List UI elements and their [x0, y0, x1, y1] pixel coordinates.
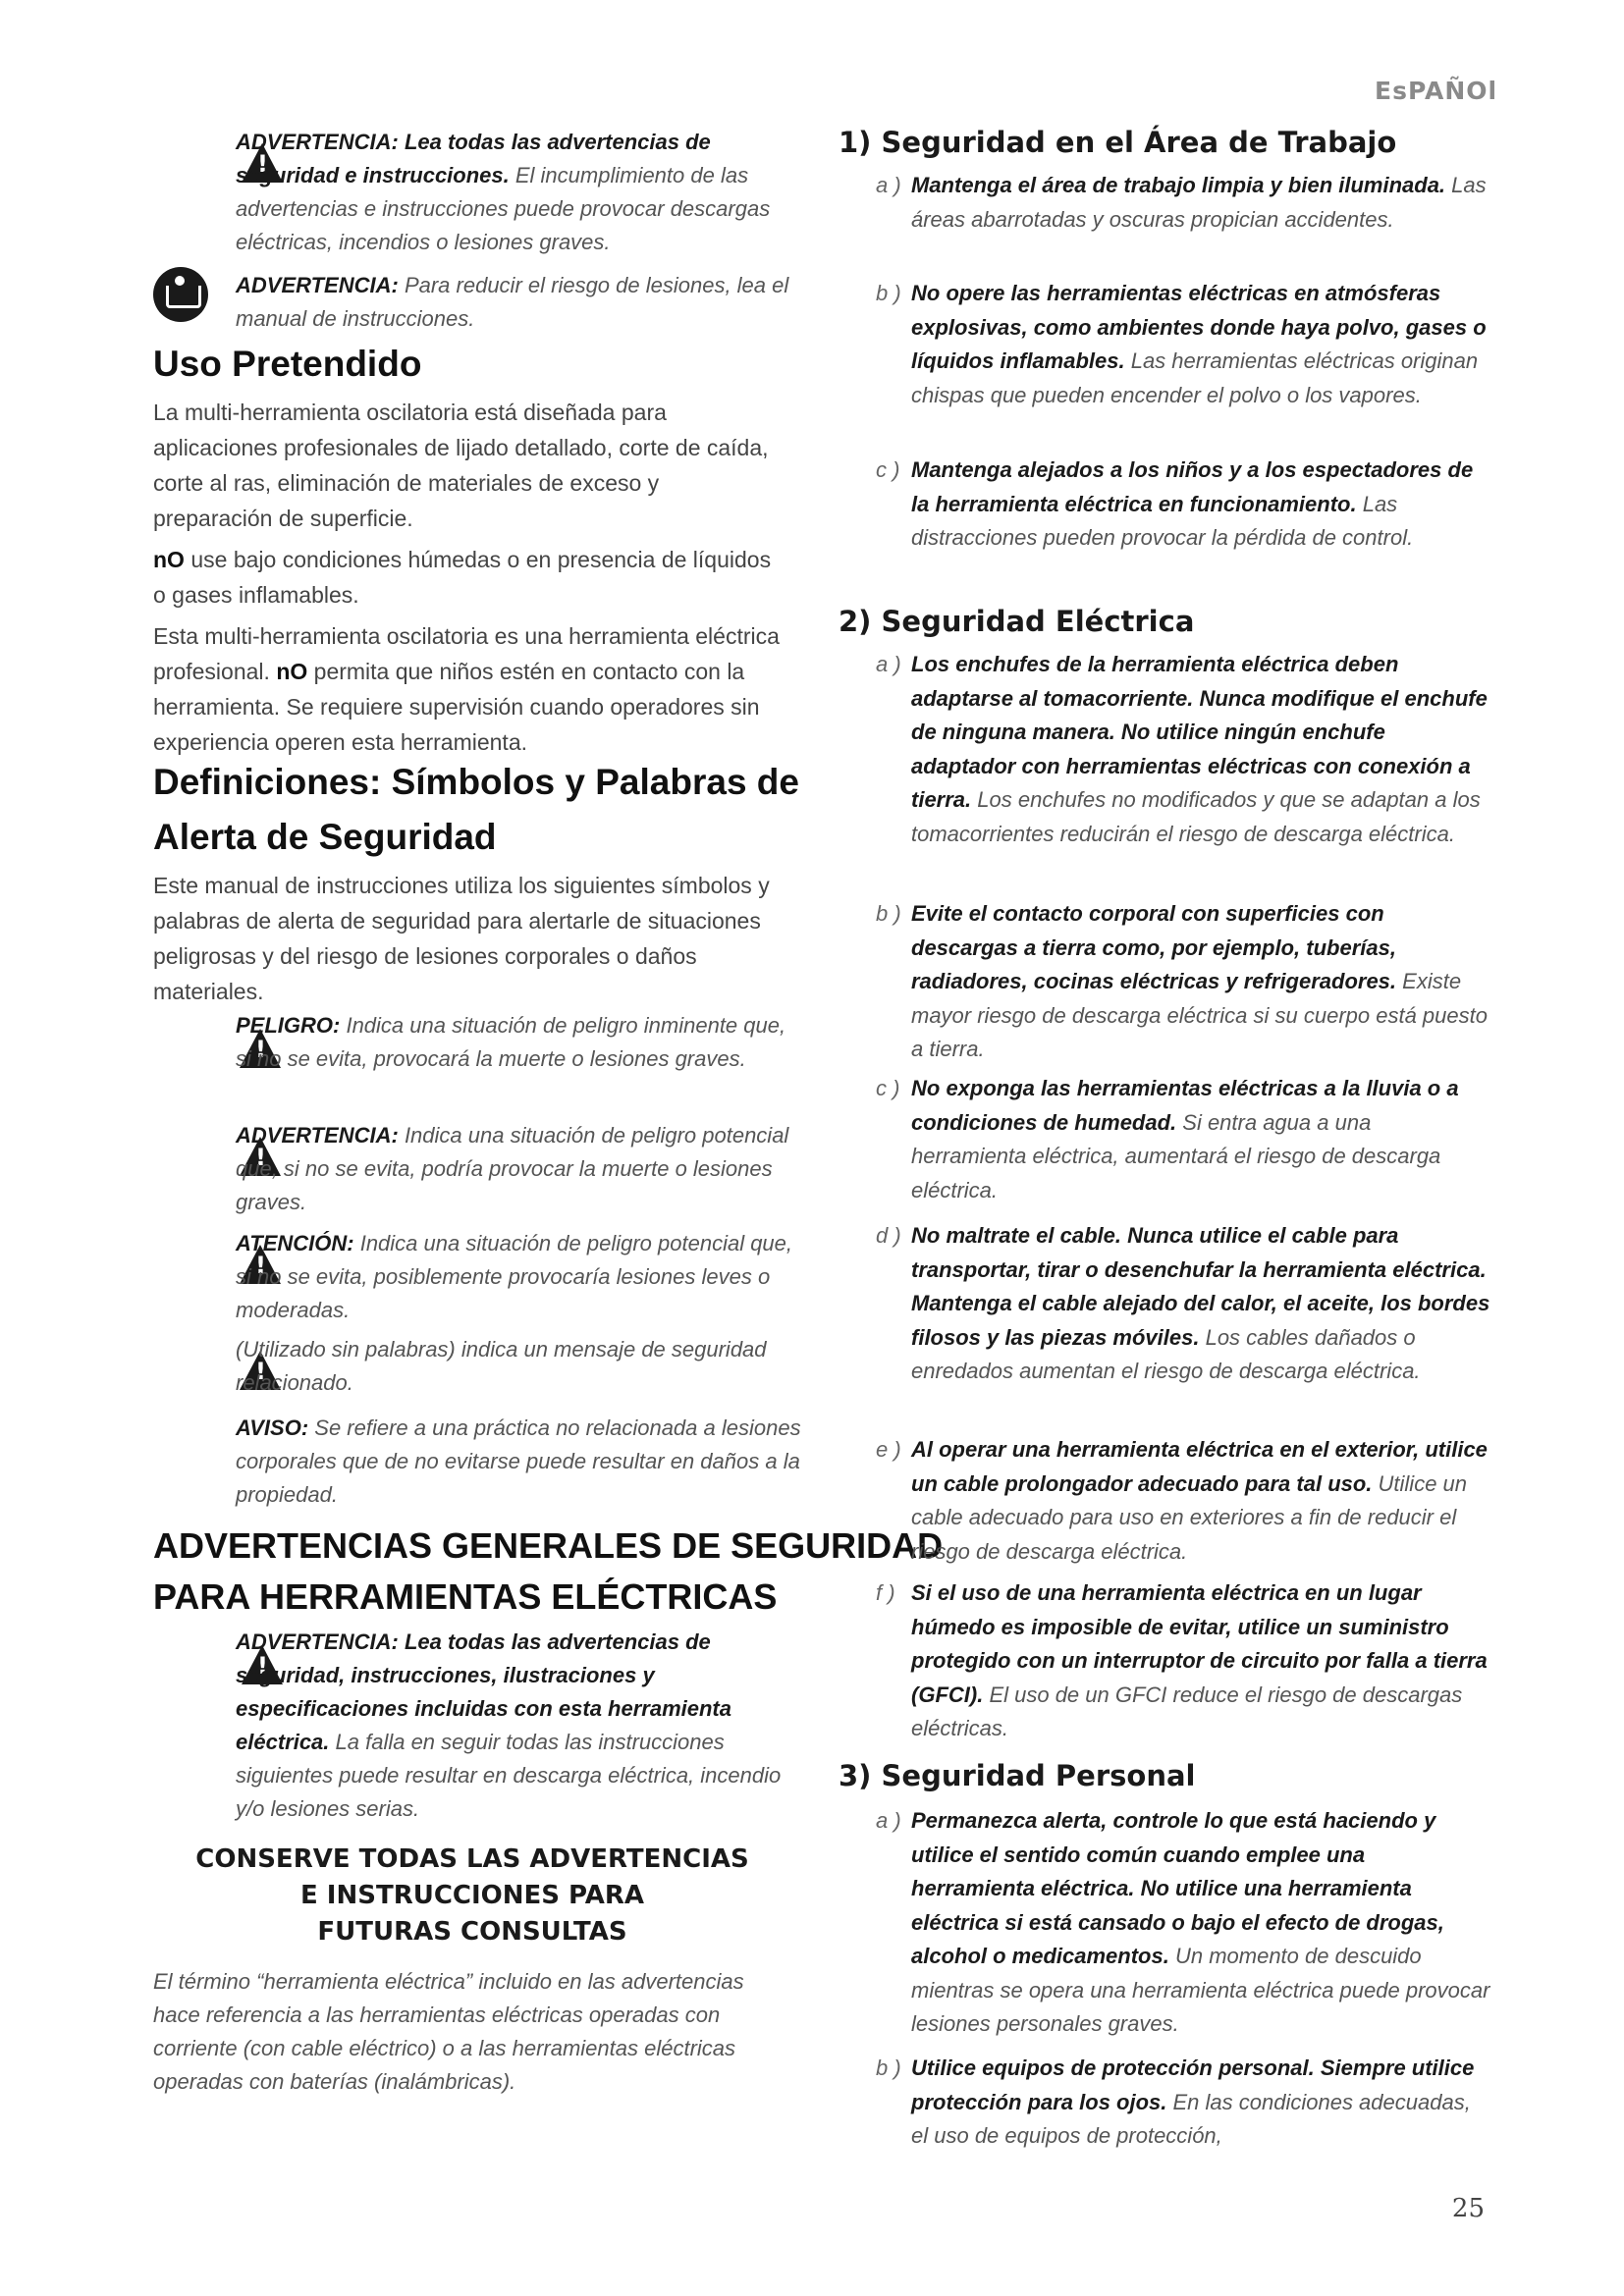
item-text: Utilice un cable adecuado para uso en exteriores a fin de reducir el riesgo de descarga eléctrica. [911, 1470, 1468, 1564]
definition-notice-lead: AVISO: [236, 1415, 309, 1440]
intended-use-paragraph-3 [153, 618, 782, 760]
definition-warning [236, 1119, 805, 1219]
intended-use-paragraph-1: La multi-herramienta oscilatoria está diseñada para aplicaciones profesionales de lijado detallado, corte de caída, corte al ras, eliminación de materiales de exceso y preparación de superficie. [153, 400, 769, 531]
item-marker: a ) [876, 173, 901, 197]
item-lead: Utilice equipos de protección personal. Siempre utilice protección para los ojos. [911, 2056, 1475, 2114]
intended-use-paragraph-2 [153, 542, 782, 613]
definition-safety-alert-text: (Utilizado sin palabras) indica un mensaje de seguridad relacionado. [236, 1337, 767, 1395]
definition-warning-lead: ADVERTENCIA: [236, 1123, 399, 1148]
item-text: Si entra agua a una herramienta eléctrica, aumentará el riesgo de descarga eléctrica. [911, 1109, 1441, 1202]
item-lead: No exponga las herramientas eléctricas a la lluvia o a condiciones de humedad. [911, 1076, 1459, 1135]
item-lead: Evite el contacto corporal con superficies con descargas a tierra como, por ejemplo, tuberías, radiadores, cocinas eléctricas y refrigeradores. [911, 901, 1397, 993]
top-warning-2-text: Para reducir el riesgo de lesiones, lea el manual de instrucciones. [236, 273, 789, 331]
item-marker: a ) [876, 1808, 901, 1833]
definition-caution-text: Indica una situación de peligro potencial que, si no se evita, posiblemente provocaría lesiones leves o moderadas. [236, 1231, 793, 1322]
definition-caution [236, 1227, 805, 1327]
item-marker: b ) [876, 901, 901, 926]
definition-notice [236, 1412, 805, 1512]
item-text: Un momento de descuido mientras se opera una herramienta eléctrica puede provocar lesiones personales graves. [911, 1944, 1490, 2036]
intended-use-heading: Uso Pretendido [153, 344, 422, 384]
item-marker: b ) [876, 281, 901, 305]
not-keyword-2: nO [276, 659, 308, 684]
item-lead: Al operar una herramienta eléctrica en el exterior, utilice un cable prolongador adecuado para tal uso. [911, 1437, 1488, 1496]
conserve-line-2: E INSTRUCCIONES PARA [299, 1881, 644, 1910]
definition-safety-alert [236, 1333, 805, 1400]
item-lead: Permanezca alerta, controle lo que está haciendo y utilice el sentido común cuando emplee una herramienta eléctrica. No utilice una herramienta eléctrica si está cansado o bajo el efecto de drogas, alcohol o medicamentos. [911, 1808, 1444, 1968]
section-3-item-a [876, 1804, 1490, 2042]
item-lead: Mantenga el área de trabajo limpia y bien iluminada. [911, 173, 1446, 197]
general-warning-lead: ADVERTENCIA: Lea todas las advertencias de seguridad, instrucciones, ilustraciones y especificaciones incluidas con esta herramienta eléctrica. [236, 1629, 731, 1754]
not-keyword: nO [153, 547, 185, 572]
section-2-item-d [876, 1219, 1490, 1389]
section-1-item-b [876, 277, 1490, 412]
language-label: EsPAÑOl [1375, 77, 1498, 105]
conserve-line-1: CONSERVE TODAS LAS ADVERTENCIAS [195, 1844, 749, 1874]
section-3-heading: 3) Seguridad Personal [839, 1759, 1196, 1792]
item-marker: c ) [876, 1076, 900, 1100]
definition-warning-text: Indica una situación de peligro potencial que, si no se evita, podría provocar la muerte o lesiones graves. [236, 1123, 789, 1214]
item-text: Los enchufes no modificados y que se adaptan a los tomacorrientes reducirán el riesgo de descarga eléctrica. [911, 787, 1481, 846]
item-lead: Mantenga alejados a los niños y a los espectadores de la herramienta eléctrica en funcionamiento. [911, 457, 1474, 516]
top-warning-2 [236, 269, 805, 336]
item-text: El uso de un GFCI reduce el riesgo de descargas eléctricas. [911, 1682, 1463, 1740]
item-lead: Los enchufes de la herramienta eléctrica deben adaptarse al tomacorriente. Nunca modifique el enchufe de ninguna manera. No utilice ningún enchufe adaptador con herramientas eléctricas con conexión a tierra. [911, 652, 1488, 812]
definitions-heading-line-2: Alerta de Seguridad [153, 817, 497, 857]
power-tool-definition-note: El término “herramienta eléctrica” incluido en las advertencias hace referencia a las herramientas eléctricas operadas con corriente (con cable eléctrico) o a las herramientas eléctricas operadas con baterías (inalámbricas). [153, 1969, 744, 2094]
item-marker: c ) [876, 457, 900, 482]
item-marker: d ) [876, 1223, 901, 1248]
top-warning-1 [236, 126, 805, 259]
section-1-item-a [876, 169, 1490, 237]
definition-notice-text: Se refiere a una práctica no relacionada a lesiones corporales que de no evitarse puede resultar en daños a la propiedad. [236, 1415, 801, 1507]
item-marker: f ) [876, 1580, 895, 1605]
section-2-heading: 2) Seguridad Eléctrica [839, 605, 1195, 638]
definition-danger-lead: PELIGRO: [236, 1013, 341, 1038]
intended-use-p3a: Esta multi-herramienta oscilatoria es una herramienta eléctrica profesional. [153, 623, 780, 684]
section-1-item-c [876, 454, 1490, 556]
item-text: Las herramientas eléctricas originan chispas que pueden encender el polvo o los vapores. [911, 348, 1479, 407]
item-text: Las distracciones pueden provocar la pérdida de control. [911, 491, 1414, 550]
item-marker: a ) [876, 652, 901, 676]
item-marker: e ) [876, 1437, 901, 1462]
definitions-heading-line-1: Definiciones: Símbolos y Palabras de [153, 762, 799, 802]
top-warning-1-lead: ADVERTENCIA: Lea todas las advertencias de seguridad e instrucciones. [236, 130, 711, 187]
general-warnings-heading-line-2: PARA HERRAMIENTAS ELÉCTRICAS [153, 1576, 778, 1617]
section-2-item-e [876, 1433, 1490, 1569]
item-text: Las áreas abarrotadas y oscuras propician accidentes. [911, 173, 1487, 232]
intended-use-p3b: permita que niños estén en contacto con la herramienta. Se requiere supervisión cuando operadores sin experiencia operen esta herramienta. [153, 659, 760, 755]
section-2-item-b [876, 897, 1490, 1067]
definition-caution-lead: ATENCIÓN: [236, 1231, 354, 1255]
top-warning-1-text: El incumplimiento de las advertencias e instrucciones puede provocar descargas eléctricas, incendios o lesiones graves. [236, 163, 771, 254]
general-warning-text: La falla en seguir todas las instrucciones siguientes puede resultar en descarga eléctrica, incendio y/o lesiones serias. [236, 1730, 782, 1821]
conserve-notice [153, 1842, 791, 1950]
top-warning-2-lead: ADVERTENCIA: [236, 273, 399, 297]
item-lead: Si el uso de una herramienta eléctrica en un lugar húmedo es imposible de evitar, utilice un suministro protegido con un interruptor de circuito por falla a tierra (GFCI). [911, 1580, 1488, 1707]
section-2-item-f [876, 1576, 1490, 1746]
definition-danger [236, 1009, 805, 1076]
definitions-intro: Este manual de instrucciones utiliza los siguientes símbolos y palabras de alerta de seguridad para alertarle de situaciones peligrosas y del riesgo de lesiones corporales o daños materiales. [153, 873, 770, 1004]
item-text: Los cables dañados o enredados aumentan el riesgo de descarga eléctrica. [911, 1324, 1421, 1383]
definition-danger-text: Indica una situación de peligro inminente que, si no se evita, provocará la muerte o lesiones graves. [236, 1013, 786, 1071]
item-marker: b ) [876, 2056, 901, 2080]
item-text: Existe mayor riesgo de descarga eléctrica si su cuerpo está puesto a tierra. [911, 969, 1488, 1061]
section-2-item-c [876, 1072, 1490, 1207]
general-warnings-heading-line-1: ADVERTENCIAS GENERALES DE SEGURIDAD [153, 1525, 944, 1566]
conserve-line-3: FUTURAS CONSULTAS [317, 1917, 627, 1947]
item-lead: No maltrate el cable. Nunca utilice el cable para transportar, tirar o desenchufar la herramienta eléctrica. Mantenga el cable alejado del calor, el aceite, los bordes filosos y las piezas móviles. [911, 1223, 1490, 1350]
read-manual-icon [153, 267, 208, 322]
section-3-item-b [876, 2052, 1490, 2154]
section-2-item-a [876, 648, 1490, 851]
item-text: En las condiciones adecuadas, el uso de equipos de protección, [911, 2089, 1471, 2148]
general-warning [236, 1626, 805, 1826]
intended-use-p2-text: use bajo condiciones húmedas o en presencia de líquidos o gases inflamables. [153, 547, 772, 608]
item-lead: No opere las herramientas eléctricas en atmósferas explosivas, como ambientes donde haya polvo, gases o líquidos inflamables. [911, 281, 1487, 373]
page-number: 25 [1451, 2194, 1485, 2223]
section-1-heading: 1) Seguridad en el Área de Trabajo [839, 126, 1397, 159]
